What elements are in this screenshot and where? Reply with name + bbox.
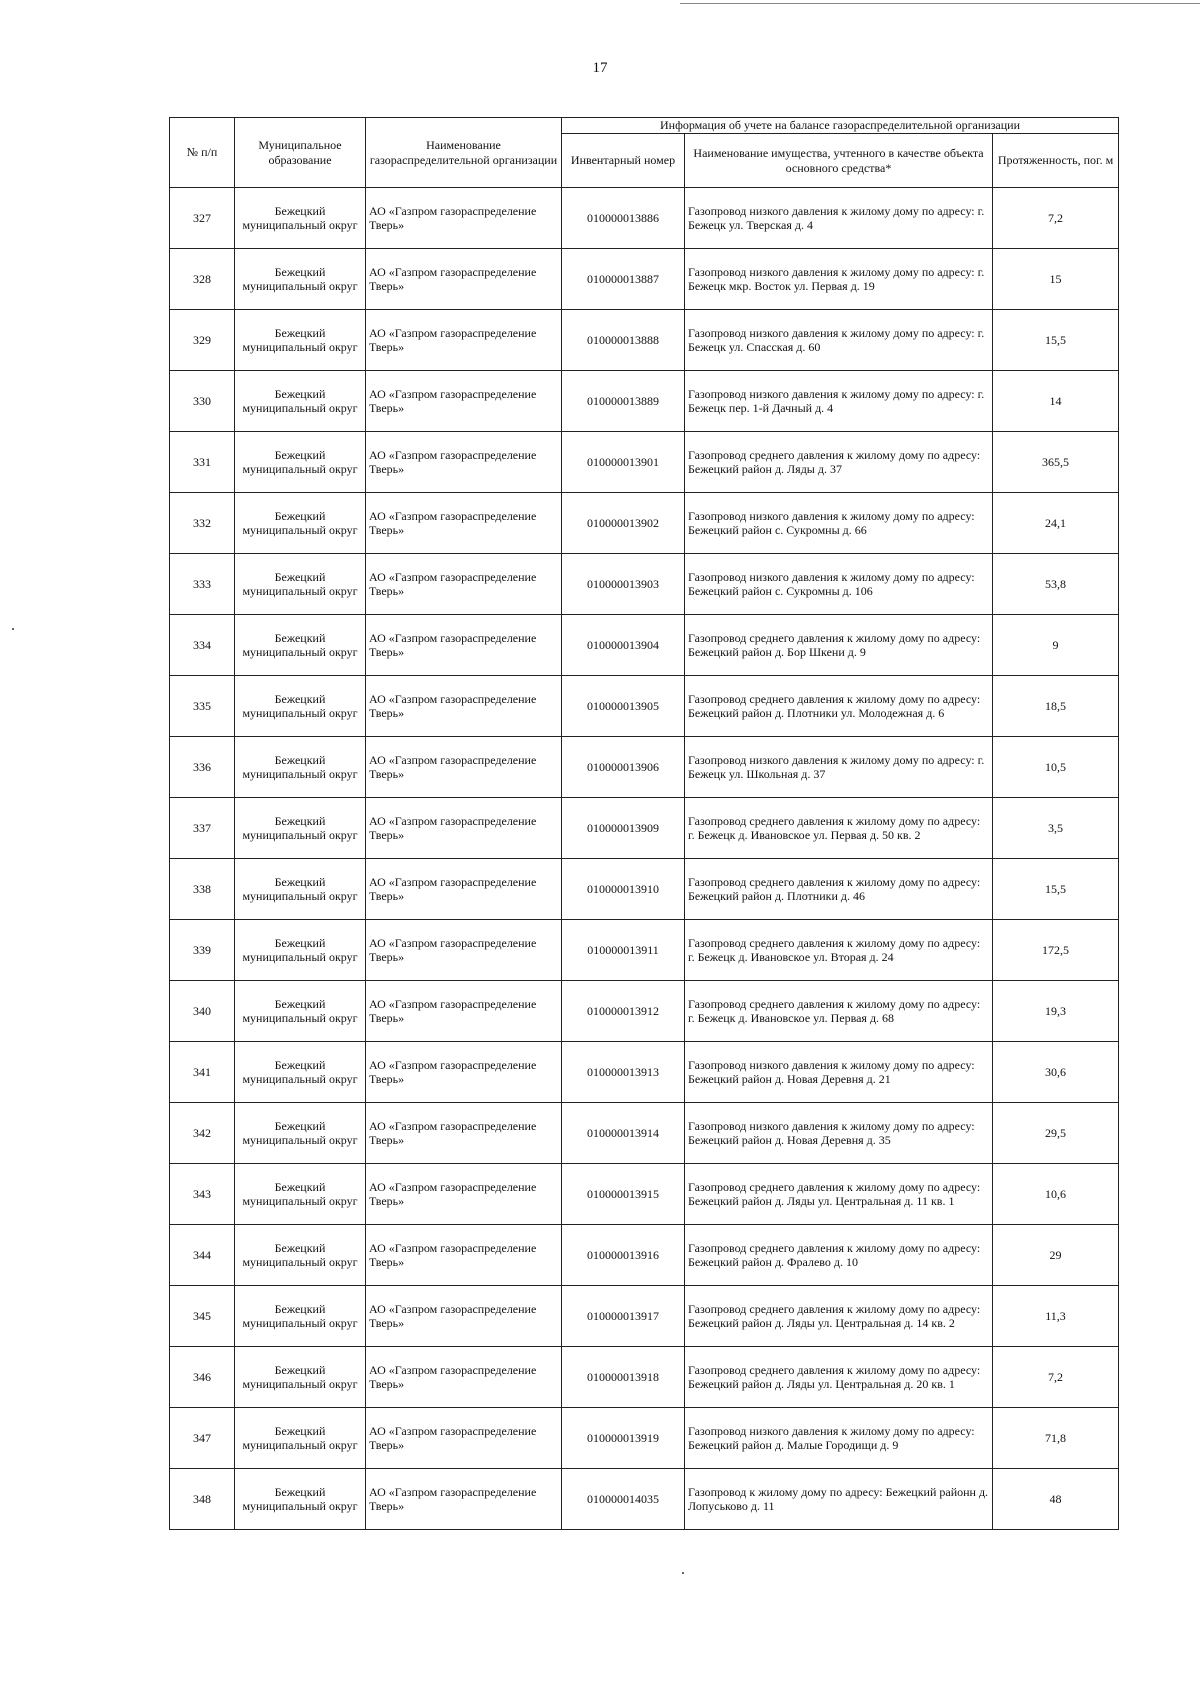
inventory-number-cell: 010000013914 <box>562 1103 685 1164</box>
row-number: 335 <box>170 676 235 737</box>
inventory-number-cell: 010000013903 <box>562 554 685 615</box>
table-row <box>170 1103 1119 1164</box>
property-name-cell: Газопровод среднего давления к жилому дому по адресу: Бежецкий район д. Бор Шкени д. 9 <box>685 615 993 676</box>
scan-edge-line <box>680 3 1200 4</box>
row-number: 328 <box>170 249 235 310</box>
length-cell: 7,2 <box>993 1347 1119 1408</box>
organization-cell: АО «Газпром газораспределение Тверь» <box>366 859 562 920</box>
table-row <box>170 676 1119 737</box>
inventory-number-cell: 010000013918 <box>562 1347 685 1408</box>
table-row <box>170 493 1119 554</box>
organization-cell: АО «Газпром газораспределение Тверь» <box>366 1286 562 1347</box>
inventory-number-cell: 010000013906 <box>562 737 685 798</box>
header-inventory-number: Инвентарный номер <box>562 134 685 188</box>
organization-cell: АО «Газпром газораспределение Тверь» <box>366 432 562 493</box>
page-number: 17 <box>592 60 608 76</box>
property-name-cell: Газопровод среднего давления к жилому дому по адресу: Бежецкий район д. Ляды ул. Центральная д. 20 кв. 1 <box>685 1347 993 1408</box>
length-cell: 18,5 <box>993 676 1119 737</box>
inventory-number-cell: 010000013889 <box>562 371 685 432</box>
property-name-cell: Газопровод среднего давления к жилому дому по адресу: Бежецкий район д. Ляды ул. Центральная д. 14 кв. 2 <box>685 1286 993 1347</box>
property-name-cell: Газопровод среднего давления к жилому дому по адресу: Бежецкий район д. Фралево д. 10 <box>685 1225 993 1286</box>
municipality-cell: Бежецкий муниципальный округ <box>235 249 366 310</box>
row-number: 331 <box>170 432 235 493</box>
table-row <box>170 432 1119 493</box>
property-name-cell: Газопровод низкого давления к жилому дому по адресу: г. Бежецк ул. Спасская д. 60 <box>685 310 993 371</box>
table-row <box>170 1286 1119 1347</box>
inventory-number-cell: 010000013887 <box>562 249 685 310</box>
organization-cell: АО «Газпром газораспределение Тверь» <box>366 615 562 676</box>
row-number: 336 <box>170 737 235 798</box>
header-balance-info: Информация об учете на балансе газораспределительной организации <box>562 118 1119 134</box>
row-number: 345 <box>170 1286 235 1347</box>
municipality-cell: Бежецкий муниципальный округ <box>235 920 366 981</box>
table-row <box>170 1469 1119 1530</box>
property-name-cell: Газопровод низкого давления к жилому дому по адресу: Бежецкий район д. Новая Деревня д. 35 <box>685 1103 993 1164</box>
length-cell: 10,5 <box>993 737 1119 798</box>
inventory-number-cell: 010000013909 <box>562 798 685 859</box>
table-row <box>170 1408 1119 1469</box>
length-cell: 29,5 <box>993 1103 1119 1164</box>
table-row <box>170 371 1119 432</box>
property-name-cell: Газопровод низкого давления к жилому дому по адресу: г. Бежецк мкр. Восток ул. Первая д. 19 <box>685 249 993 310</box>
property-name-cell: Газопровод к жилому дому по адресу: Бежецкий районн д. Лопуськово д. 11 <box>685 1469 993 1530</box>
table-row <box>170 920 1119 981</box>
inventory-number-cell: 010000013905 <box>562 676 685 737</box>
table-row <box>170 554 1119 615</box>
table-row <box>170 188 1119 249</box>
row-number: 334 <box>170 615 235 676</box>
table-row <box>170 1042 1119 1103</box>
inventory-number-cell: 010000013886 <box>562 188 685 249</box>
inventory-number-cell: 010000013915 <box>562 1164 685 1225</box>
organization-cell: АО «Газпром газораспределение Тверь» <box>366 310 562 371</box>
row-number: 327 <box>170 188 235 249</box>
table-row <box>170 615 1119 676</box>
table-row <box>170 859 1119 920</box>
table-header <box>170 118 1119 188</box>
municipality-cell: Бежецкий муниципальный округ <box>235 1408 366 1469</box>
municipality-cell: Бежецкий муниципальный округ <box>235 615 366 676</box>
municipality-cell: Бежецкий муниципальный округ <box>235 493 366 554</box>
length-cell: 30,6 <box>993 1042 1119 1103</box>
organization-cell: АО «Газпром газораспределение Тверь» <box>366 188 562 249</box>
municipality-cell: Бежецкий муниципальный округ <box>235 859 366 920</box>
length-cell: 172,5 <box>993 920 1119 981</box>
property-name-cell: Газопровод среднего давления к жилому дому по адресу: г. Бежецк д. Ивановское ул. Первая д. 50 кв. 2 <box>685 798 993 859</box>
organization-cell: АО «Газпром газораспределение Тверь» <box>366 1042 562 1103</box>
row-number: 330 <box>170 371 235 432</box>
length-cell: 14 <box>993 371 1119 432</box>
length-cell: 10,6 <box>993 1164 1119 1225</box>
length-cell: 19,3 <box>993 981 1119 1042</box>
scan-speck <box>682 1572 684 1574</box>
length-cell: 365,5 <box>993 432 1119 493</box>
table-row <box>170 1347 1119 1408</box>
municipality-cell: Бежецкий муниципальный округ <box>235 554 366 615</box>
property-name-cell: Газопровод низкого давления к жилому дому по адресу: Бежецкий район д. Новая Деревня д. 21 <box>685 1042 993 1103</box>
table-row <box>170 1164 1119 1225</box>
organization-cell: АО «Газпром газораспределение Тверь» <box>366 798 562 859</box>
row-number: 348 <box>170 1469 235 1530</box>
organization-cell: АО «Газпром газораспределение Тверь» <box>366 1225 562 1286</box>
row-number: 339 <box>170 920 235 981</box>
table-row <box>170 737 1119 798</box>
row-number: 343 <box>170 1164 235 1225</box>
organization-cell: АО «Газпром газораспределение Тверь» <box>366 1164 562 1225</box>
length-cell: 24,1 <box>993 493 1119 554</box>
property-name-cell: Газопровод низкого давления к жилому дому по адресу: г. Бежецк пер. 1-й Дачный д. 4 <box>685 371 993 432</box>
length-cell: 53,8 <box>993 554 1119 615</box>
municipality-cell: Бежецкий муниципальный округ <box>235 737 366 798</box>
municipality-cell: Бежецкий муниципальный округ <box>235 1347 366 1408</box>
organization-cell: АО «Газпром газораспределение Тверь» <box>366 371 562 432</box>
property-name-cell: Газопровод низкого давления к жилому дому по адресу: г. Бежецк ул. Тверская д. 4 <box>685 188 993 249</box>
length-cell: 71,8 <box>993 1408 1119 1469</box>
inventory-number-cell: 010000013911 <box>562 920 685 981</box>
inventory-number-cell: 010000013888 <box>562 310 685 371</box>
length-cell: 7,2 <box>993 188 1119 249</box>
row-number: 341 <box>170 1042 235 1103</box>
organization-cell: АО «Газпром газораспределение Тверь» <box>366 981 562 1042</box>
property-name-cell: Газопровод среднего давления к жилому дому по адресу: Бежецкий район д. Ляды ул. Центральная д. 11 кв. 1 <box>685 1164 993 1225</box>
length-cell: 48 <box>993 1469 1119 1530</box>
property-name-cell: Газопровод среднего давления к жилому дому по адресу: Бежецкий район д. Плотники ул. Молодежная д. 6 <box>685 676 993 737</box>
organization-cell: АО «Газпром газораспределение Тверь» <box>366 1347 562 1408</box>
inventory-number-cell: 010000013901 <box>562 432 685 493</box>
inventory-number-cell: 010000013902 <box>562 493 685 554</box>
table-row <box>170 798 1119 859</box>
length-cell: 29 <box>993 1225 1119 1286</box>
property-name-cell: Газопровод среднего давления к жилому дому по адресу: г. Бежецк д. Ивановское ул. Вторая д. 24 <box>685 920 993 981</box>
organization-cell: АО «Газпром газораспределение Тверь» <box>366 1408 562 1469</box>
municipality-cell: Бежецкий муниципальный округ <box>235 188 366 249</box>
organization-cell: АО «Газпром газораспределение Тверь» <box>366 920 562 981</box>
table-row <box>170 249 1119 310</box>
inventory-number-cell: 010000013917 <box>562 1286 685 1347</box>
row-number: 344 <box>170 1225 235 1286</box>
inventory-number-cell: 010000013912 <box>562 981 685 1042</box>
municipality-cell: Бежецкий муниципальный округ <box>235 310 366 371</box>
header-length: Протяженность, пог. м <box>993 134 1119 188</box>
row-number: 342 <box>170 1103 235 1164</box>
property-name-cell: Газопровод низкого давления к жилому дому по адресу: Бежецкий район д. Малые Городищи д. 9 <box>685 1408 993 1469</box>
property-name-cell: Газопровод среднего давления к жилому дому по адресу: Бежецкий район д. Ляды д. 37 <box>685 432 993 493</box>
table-row <box>170 310 1119 371</box>
row-number: 329 <box>170 310 235 371</box>
inventory-number-cell: 010000013916 <box>562 1225 685 1286</box>
organization-cell: АО «Газпром газораспределение Тверь» <box>366 249 562 310</box>
organization-cell: АО «Газпром газораспределение Тверь» <box>366 676 562 737</box>
municipality-cell: Бежецкий муниципальный округ <box>235 676 366 737</box>
row-number: 338 <box>170 859 235 920</box>
municipality-cell: Бежецкий муниципальный округ <box>235 1469 366 1530</box>
length-cell: 11,3 <box>993 1286 1119 1347</box>
header-num: № п/п <box>170 118 235 188</box>
municipality-cell: Бежецкий муниципальный округ <box>235 798 366 859</box>
header-municipality: Муниципальное образование <box>235 118 366 188</box>
length-cell: 15,5 <box>993 310 1119 371</box>
municipality-cell: Бежецкий муниципальный округ <box>235 371 366 432</box>
length-cell: 15 <box>993 249 1119 310</box>
row-number: 337 <box>170 798 235 859</box>
property-name-cell: Газопровод низкого давления к жилому дому по адресу: Бежецкий район с. Сукромны д. 66 <box>685 493 993 554</box>
inventory-number-cell: 010000013904 <box>562 615 685 676</box>
length-cell: 3,5 <box>993 798 1119 859</box>
municipality-cell: Бежецкий муниципальный округ <box>235 1225 366 1286</box>
table-row <box>170 1225 1119 1286</box>
gas-pipeline-registry-table <box>169 117 1119 1530</box>
header-organization: Наименование газораспределительной организации <box>366 118 562 188</box>
row-number: 340 <box>170 981 235 1042</box>
organization-cell: АО «Газпром газораспределение Тверь» <box>366 493 562 554</box>
municipality-cell: Бежецкий муниципальный округ <box>235 1042 366 1103</box>
inventory-number-cell: 010000013919 <box>562 1408 685 1469</box>
property-name-cell: Газопровод среднего давления к жилому дому по адресу: г. Бежецк д. Ивановское ул. Первая д. 68 <box>685 981 993 1042</box>
municipality-cell: Бежецкий муниципальный округ <box>235 981 366 1042</box>
property-name-cell: Газопровод низкого давления к жилому дому по адресу: г. Бежецк ул. Школьная д. 37 <box>685 737 993 798</box>
municipality-cell: Бежецкий муниципальный округ <box>235 1286 366 1347</box>
header-property-name: Наименование имущества, учтенного в качестве объекта основного средства* <box>685 134 993 188</box>
organization-cell: АО «Газпром газораспределение Тверь» <box>366 737 562 798</box>
row-number: 346 <box>170 1347 235 1408</box>
table-row <box>170 981 1119 1042</box>
inventory-number-cell: 010000013913 <box>562 1042 685 1103</box>
row-number: 332 <box>170 493 235 554</box>
length-cell: 15,5 <box>993 859 1119 920</box>
inventory-number-cell: 010000013910 <box>562 859 685 920</box>
property-name-cell: Газопровод среднего давления к жилому дому по адресу: Бежецкий район д. Плотники д. 46 <box>685 859 993 920</box>
organization-cell: АО «Газпром газораспределение Тверь» <box>366 1469 562 1530</box>
row-number: 333 <box>170 554 235 615</box>
scan-speck <box>12 628 14 630</box>
municipality-cell: Бежецкий муниципальный округ <box>235 1164 366 1225</box>
organization-cell: АО «Газпром газораспределение Тверь» <box>366 1103 562 1164</box>
table-body <box>170 188 1119 1530</box>
inventory-number-cell: 010000014035 <box>562 1469 685 1530</box>
property-name-cell: Газопровод низкого давления к жилому дому по адресу: Бежецкий район с. Сукромны д. 106 <box>685 554 993 615</box>
row-number: 347 <box>170 1408 235 1469</box>
organization-cell: АО «Газпром газораспределение Тверь» <box>366 554 562 615</box>
length-cell: 9 <box>993 615 1119 676</box>
municipality-cell: Бежецкий муниципальный округ <box>235 1103 366 1164</box>
municipality-cell: Бежецкий муниципальный округ <box>235 432 366 493</box>
